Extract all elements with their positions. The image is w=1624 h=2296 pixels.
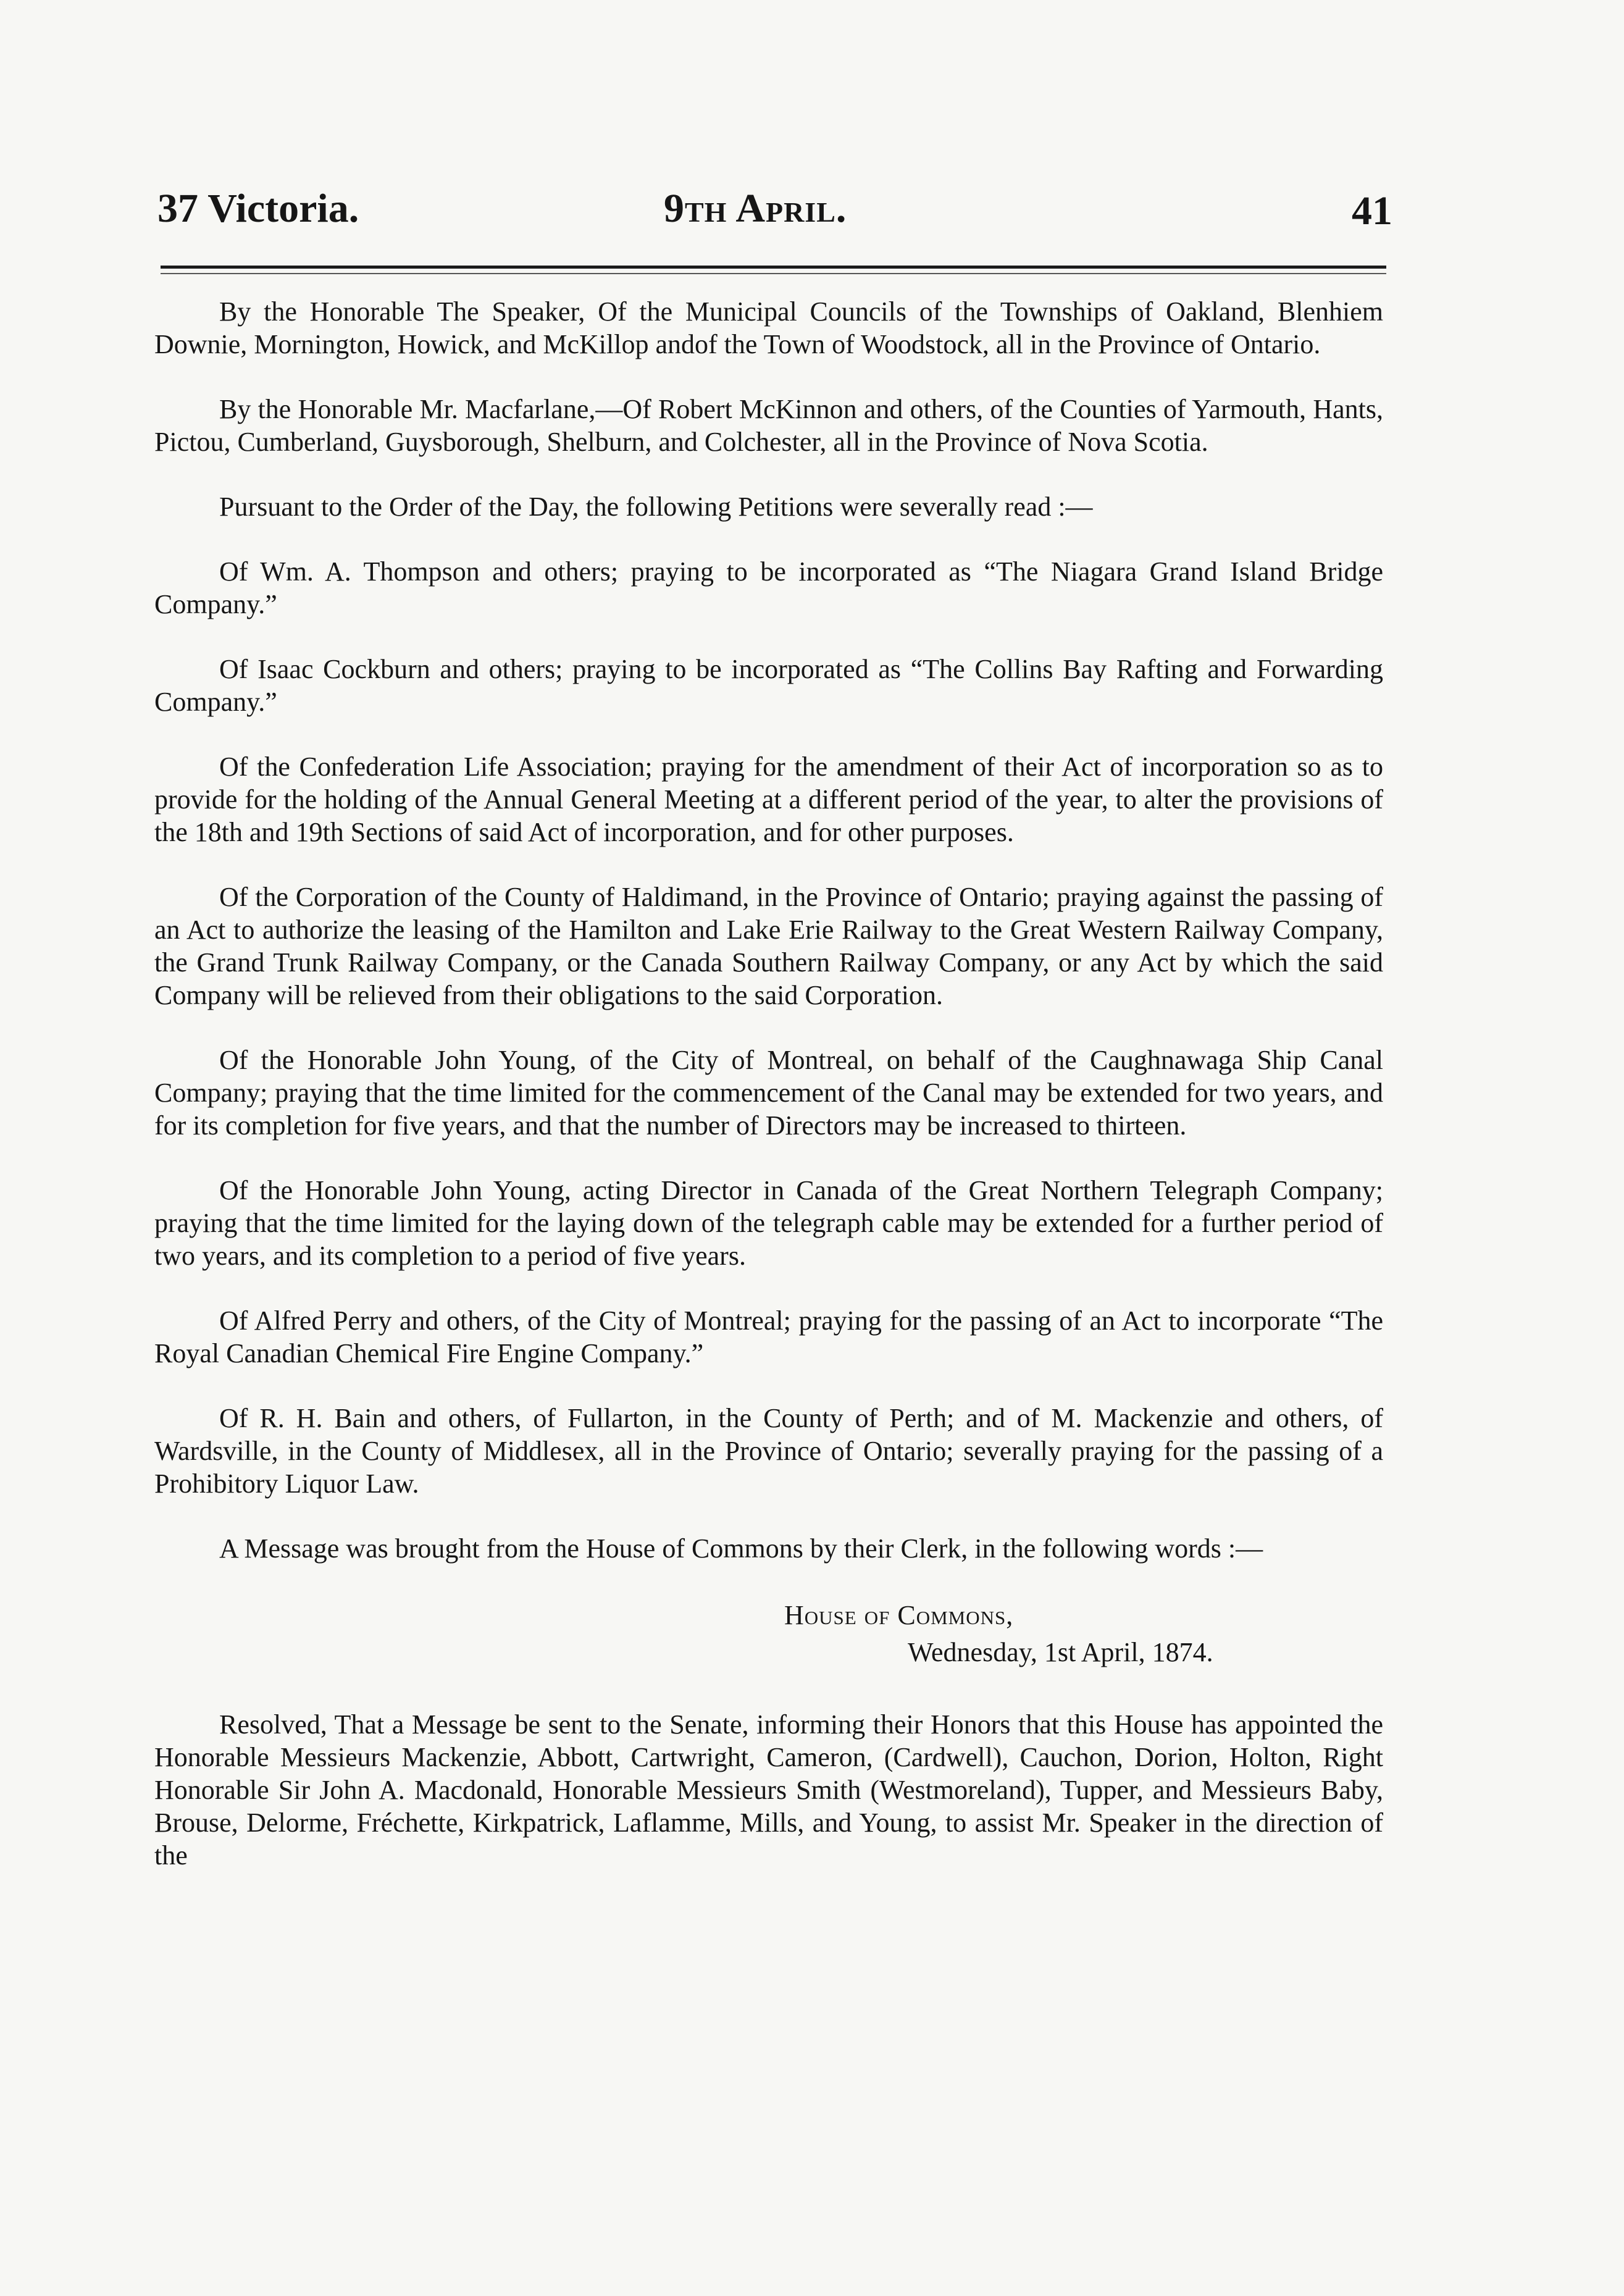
petition-paragraph: Of the Corporation of the County of Haldimand, in the Province of Ontario; praying against the passing of an Act to authorize the leasing of the Hamilton and Lake Erie Railway to the Great Western Railway Company, the Grand Trunk Railway Company, or the Canada Southern Railway Company, or any Act by which the said Company will be relieved from their obligations to the said Corporation. [154, 882, 1383, 1010]
petition-paragraph: Of Alfred Perry and others, of the City of Montreal; praying for the passing of an Act to incorporate “The Royal Canadian Chemical Fire Engine Company.” [154, 1305, 1383, 1368]
page-number: 41 [1352, 188, 1392, 233]
date-heading: 9th April. [664, 186, 847, 231]
signature-date: Wednesday, 1st April, 1874. [908, 1637, 1213, 1667]
journal-body [154, 295, 1383, 1904]
message-signature [154, 1597, 1383, 1671]
petition-paragraph: Of Isaac Cockburn and others; praying to be incorporated as “The Collins Bay Rafting and Forwarding Company.” [154, 654, 1383, 717]
petition-paragraph: Of the Honorable John Young, of the City of Montreal, on behalf of the Caughnawaga Ship Canal Company; praying that the time limited for the commencement of the Canal may be extended for two years, and for its completion for five years, and that the number of Directors may be increased to thirteen. [154, 1045, 1383, 1141]
order-of-day-paragraph: Pursuant to the Order of the Day, the following Petitions were severally read :— [219, 492, 1093, 522]
signature-place: House of Commons, [784, 1600, 1014, 1630]
resolution-paragraph: Resolved, That a Message be sent to the Senate, informing their Honors that this House has appointed the Honorable Messieurs Mackenzie, Abbott, Cartwright, Cameron, (Cardwell), Cauchon, Dorion, Holton, Right Honorable Sir John A. Macdonald, Honorable Messieurs Smith (Westmoreland), Tupper, and Messieurs Baby, Brouse, Delorme, Fréchette, Kirkpatrick, Laflamme, Mills, and Young, to assist Mr. Speaker in the direction of the [154, 1709, 1383, 1871]
petition-paragraph: Of the Confederation Life Association; praying for the amendment of their Act of incorporation so as to provide for the holding of the Annual General Meeting at a different period of the year, to alter the provisions of the 18th and 19th Sections of said Act of incorporation, and for other purposes. [154, 752, 1383, 847]
petition-paragraph: Of the Honorable John Young, acting Director in Canada of the Great Northern Telegraph Company; praying that the time limited for the laying down of the telegraph cable may be extended for a further period of two years, and its completion to a period of five years. [154, 1175, 1383, 1271]
petition-paragraph: By the Honorable Mr. Macfarlane,—Of Robert McKinnon and others, of the Counties of Yarmouth, Hants, Pictou, Cumberland, Guysborough, Shelburn, and Colchester, all in the Province of Nova Scotia. [154, 394, 1383, 457]
page-header [157, 185, 1392, 259]
petition-paragraph: Of Wm. A. Thompson and others; praying to be incorporated as “The Niagara Grand Island Bridge Company.” [154, 556, 1383, 619]
volume-label: 37 Victoria. [157, 186, 359, 231]
message-paragraph: A Message was brought from the House of Commons by their Clerk, in the following words :— [219, 1533, 1263, 1564]
petition-paragraph: Of R. H. Bain and others, of Fullarton, in the County of Perth; and of M. Mackenzie and others, of Wardsville, in the County of Middlesex, all in the Province of Ontario; severally praying for the passing of a Prohibitory Liquor Law. [154, 1403, 1383, 1499]
petition-paragraph: By the Honorable The Speaker, Of the Municipal Councils of the Townships of Oakland, Blenhiem Downie, Mornington, Howick, and McKillop andof the Town of Woodstock, all in the Province of Ontario. [154, 296, 1383, 359]
header-rule [161, 266, 1386, 269]
header-rule-thin [161, 273, 1386, 274]
